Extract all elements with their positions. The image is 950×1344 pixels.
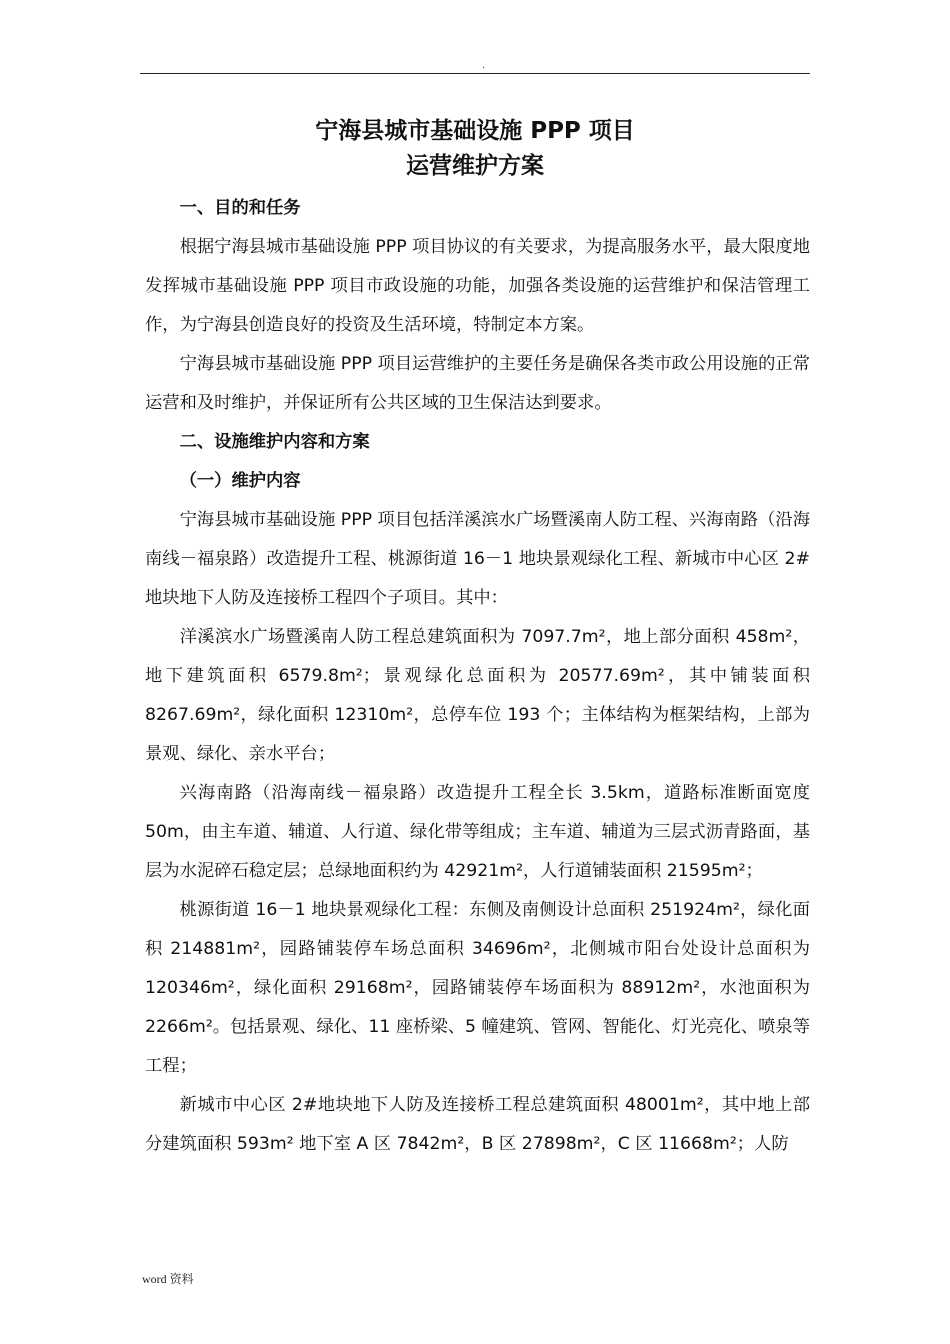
document-body [145, 189, 810, 1164]
document-subtitle: 运营维护方案 [406, 153, 544, 179]
paragraph: 新城市中心区 2#地块地下人防及连接桥工程总建筑面积 48001m²，其中地上部分建筑面积 593m² 地下室 A 区 7842m²，B 区 27898m²，C 区 11668m²；人防 [145, 1095, 810, 1154]
header-mark: . [482, 60, 486, 71]
footer-label: word 资料 [142, 1272, 194, 1286]
paragraph: 宁海县城市基础设施 PPP 项目运营维护的主要任务是确保各类市政公用设施的正常运营和及时维护，并保证所有公共区域的卫生保洁达到要求。 [145, 354, 810, 413]
paragraph: 宁海县城市基础设施 PPP 项目包括洋溪滨水广场暨溪南人防工程、兴海南路（沿海南线－福泉路）改造提升工程、桃源街道 16－1 地块景观绿化工程、新城市中心区 2#地块地下人防及连接桥工程四个子项目。其中： [145, 510, 810, 608]
subsection-heading: （一）维护内容 [179, 471, 301, 491]
paragraph: 桃源街道 16－1 地块景观绿化工程：东侧及南侧设计总面积 251924m²，绿化面积 214881m²，园路铺装停车场总面积 34696m²，北侧城市阳台处设计总面积为 120346m²，绿化面积 29168m²，园路铺装停车场面积为 88912m²，水池面积为 2266m²。包括景观、绿化、11 座桥梁、5 幢建筑、管网、智能化、灯光亮化、喷泉等工程； [145, 900, 810, 1076]
paragraph: 兴海南路（沿海南线－福泉路）改造提升工程全长 3.5km，道路标准断面宽度 50m，由主车道、辅道、人行道、绿化带等组成；主车道、辅道为三层式沥青路面，基层为水泥碎石稳定层；总绿地面积约为 42921m²，人行道铺装面积 21595m²； [145, 783, 810, 881]
paragraph: 洋溪滨水广场暨溪南人防工程总建筑面积为 7097.7m²，地上部分面积 458m²，地下建筑面积 6579.8m²；景观绿化总面积为 20577.69m²，其中铺装面积 8267.69m²，绿化面积 12310m²，总停车位 193 个；主体结构为框架结构，上部为景观、绿化、亲水平台； [145, 627, 810, 764]
document-title: 宁海县城市基础设施 PPP 项目 [315, 118, 635, 144]
paragraph: 根据宁海县城市基础设施 PPP 项目协议的有关要求，为提高服务水平，最大限度地发挥城市基础设施 PPP 项目市政设施的功能，加强各类设施的运营维护和保洁管理工作，为宁海县创造良好的投资及生活环境，特制定本方案。 [145, 237, 810, 335]
header-rule [140, 73, 810, 74]
section-heading-1: 一、目的和任务 [179, 198, 301, 218]
section-heading-2: 二、设施维护内容和方案 [179, 432, 370, 452]
